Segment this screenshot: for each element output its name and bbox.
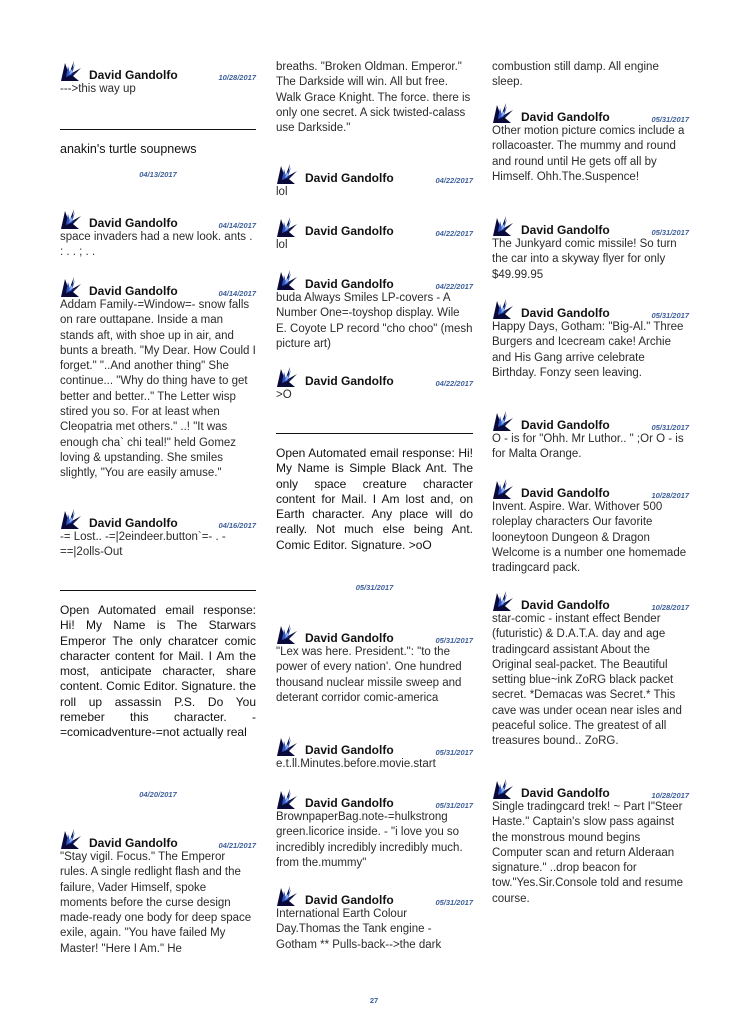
post-date: 10/28/2017: [651, 491, 689, 500]
post-header: [492, 478, 689, 500]
avatar: [276, 623, 298, 645]
post-date: 10/28/2017: [651, 603, 689, 612]
post-header: [492, 215, 689, 237]
post-header: [60, 60, 256, 82]
avatar: [60, 828, 82, 850]
post-header: [276, 163, 473, 185]
post: [276, 885, 473, 953]
post-header: [492, 102, 689, 124]
post-author: David Gandolfo: [89, 216, 178, 230]
post-body: International Earth Colour Day.Thomas the Tank engine - Gotham ** Pulls-back-->the dark: [276, 908, 442, 951]
avatar: [276, 216, 298, 238]
article-body: Open Automated email response: Hi! My Name is Simple Black Ant. The only space creature character content for Mail. I Am lost and, on Earth character. Any place will do really. Not much else being Ant. Comic Editor. Signature. >oO: [276, 446, 473, 552]
post: [276, 735, 473, 772]
post: [276, 163, 473, 200]
post: [60, 60, 256, 97]
post-body: breaths. "Broken Oldman. Emperor." The Darkside will win. All but free. Walk Grace Knight. The force. there is only one secret. A sick twisted-calass use Darkside.": [276, 61, 471, 135]
post-body: star-comic - instant effect Bender (futuristic) & D.A.T.A. day and age tradingcard assistant About the Original seal-packet. The Beautiful setting blue~ink ZoRG black packet secret. *Demacas was Secret.* This cave was under ocean near isles and peaceful solice. The greatest of all treasures bound.. ZoRG.: [492, 613, 682, 748]
post-continuation: [276, 60, 473, 136]
post-body: space invaders had a new look. ants . : . . ; . .: [60, 231, 253, 259]
article-date: 05/31/2017: [355, 583, 394, 592]
post-body: lol: [276, 239, 288, 251]
post-author: David Gandolfo: [521, 223, 610, 237]
post-continuation: [492, 60, 689, 91]
post-header: [492, 778, 689, 800]
post: [492, 778, 689, 907]
post: [492, 298, 689, 381]
post-author: David Gandolfo: [305, 796, 394, 810]
avatar: [276, 269, 298, 291]
section-divider: [60, 129, 256, 130]
post-author: David Gandolfo: [305, 224, 394, 238]
post: [492, 215, 689, 283]
post-date: 04/21/2017: [218, 841, 256, 850]
post-date: 10/28/2017: [218, 73, 256, 82]
post-date: 04/14/2017: [218, 221, 256, 230]
post-header: [276, 788, 473, 810]
post-header: [276, 216, 473, 238]
post-date: 10/28/2017: [651, 791, 689, 800]
post-date: 04/22/2017: [435, 229, 473, 238]
post-body: --->this way up: [60, 83, 136, 95]
post-date: 05/31/2017: [651, 228, 689, 237]
post-date: 05/31/2017: [651, 115, 689, 124]
post-date: 04/14/2017: [218, 289, 256, 298]
avatar: [492, 590, 514, 612]
post-body: Single tradingcard trek! ~ Part I"Steer Haste." Captain's slow pass against the monstrous mound begins Computer scan and return Alderaan signature." ..drop beacon for tow."Yes.Sir.Console told and resume course.: [492, 801, 683, 905]
post-date: 05/31/2017: [651, 311, 689, 320]
post-date: 05/31/2017: [435, 898, 473, 907]
post-body: The Junkyard comic missile! So turn the car into a skyway flyer for only $49.99.95: [492, 238, 677, 281]
post-body: Addam Family-=Window=- snow falls on rare outtapane. Inside a man stands aft, with shoe up in air, and bunts a breath. "My Dear. How Could I forget." "..And another thing" She continue... "Why do thing have to get better and better.." The Letter wisp stired you so. For at least when Cleopatria met others." ..! "It was enough cha` chi teal!" held Gomez loving & upstanding. She smiles slightly, "You are easily amuse.": [60, 299, 256, 480]
post-author: David Gandolfo: [305, 277, 394, 291]
post-header: [492, 410, 689, 432]
post-header: [60, 828, 256, 850]
post-author: David Gandolfo: [89, 516, 178, 530]
post: [276, 366, 473, 403]
post-body: e.t.ll.Minutes.before.movie.start: [276, 758, 436, 770]
post-author: David Gandolfo: [521, 418, 610, 432]
avatar: [60, 60, 82, 82]
avatar: [492, 778, 514, 800]
article-date: 04/13/2017: [139, 170, 177, 179]
post-author: David Gandolfo: [305, 374, 394, 388]
post-header: [492, 298, 689, 320]
section-divider: [276, 433, 473, 434]
post-author: David Gandolfo: [521, 786, 610, 800]
post-body: "Stay vigil. Focus." The Emperor rules. A single redlight flash and the failure, Vader Himself, spoke moments before the curse design made-ready one body for deep space exile, again. "You have failed My Master! "Here I Am." He: [60, 851, 252, 955]
avatar: [276, 885, 298, 907]
post-body: Other motion picture comics include a rollacoaster. The mummy and round and round until He gets off all by Himself. Ohh.The.Suspence!: [492, 125, 685, 183]
post-date: 05/31/2017: [435, 636, 473, 645]
avatar: [276, 366, 298, 388]
post: [492, 410, 689, 463]
post: [492, 102, 689, 185]
post-body: O - is for "Ohh. Mr Luthor.. " ;Or O - is for Malta Orange.: [492, 433, 684, 461]
post: [276, 269, 473, 352]
post-author: David Gandolfo: [305, 893, 394, 907]
avatar: [492, 102, 514, 124]
avatar: [492, 215, 514, 237]
post: [276, 788, 473, 871]
article-title: anakin's turtle soupnews: [60, 142, 197, 156]
post-body: -= Lost.. -=|2eindeer.button`=- . -==|2olls-Out: [60, 531, 226, 559]
post: [492, 478, 689, 576]
avatar: [60, 508, 82, 530]
avatar: [276, 735, 298, 757]
avatar: [492, 298, 514, 320]
avatar: [492, 410, 514, 432]
post: [60, 828, 256, 957]
post-date: 04/22/2017: [435, 379, 473, 388]
avatar: [276, 788, 298, 810]
post-header: [276, 269, 473, 291]
post-header: [276, 735, 473, 757]
post-header: [276, 885, 473, 907]
post-author: David Gandolfo: [521, 110, 610, 124]
post: [60, 276, 256, 482]
post-date: 04/22/2017: [435, 282, 473, 291]
post-author: David Gandolfo: [521, 486, 610, 500]
post-author: David Gandolfo: [89, 284, 178, 298]
post-author: David Gandolfo: [305, 743, 394, 757]
post-author: David Gandolfo: [305, 171, 394, 185]
post-author: David Gandolfo: [521, 306, 610, 320]
post-body: combustion still damp. All engine sleep.: [492, 61, 659, 89]
post-header: [276, 366, 473, 388]
post: [60, 208, 256, 261]
avatar: [60, 276, 82, 298]
page-number: 27: [369, 996, 379, 1005]
section-divider: [60, 590, 256, 591]
post: [276, 623, 473, 706]
post-body: buda Always Smiles LP-covers - A Number One=-toyshop display. Wile E. Coyote LP record "cho choo" (mesh picture art): [276, 292, 473, 350]
post-header: [60, 508, 256, 530]
post-body: Happy Days, Gotham: "Big-Al." Three Burgers and Icecream cake! Archie and His Gang arrive celebrate Birthday. Fonzy seen leaving.: [492, 321, 684, 379]
post-body: lol: [276, 186, 288, 198]
post-date: 05/31/2017: [651, 423, 689, 432]
post-author: David Gandolfo: [89, 836, 178, 850]
avatar: [60, 208, 82, 230]
post-body: >O: [276, 389, 292, 401]
post-date: 04/22/2017: [435, 176, 473, 185]
article-body: Open Automated email response: Hi! My Name is The Starwars Emperor The only charatcer comic character content for Mail. I Am the most, anticipate character, share content. Comic Editor. Signature. the roll up assassin P.S. Do You remeber this character. -=comicadventure-=not actually real: [60, 603, 256, 740]
post-date: 04/16/2017: [218, 521, 256, 530]
post-author: David Gandolfo: [521, 598, 610, 612]
article-date: 04/20/2017: [139, 790, 177, 799]
post-date: 05/31/2017: [435, 748, 473, 757]
post-body: BrownpaperBag.note-=hulkstrong green.licorice inside. - "i love you so incredibly incredibly incredibly much. from the.mummy": [276, 811, 463, 869]
post-header: [492, 590, 689, 612]
post-header: [276, 623, 473, 645]
post-body: "Lex was here. President.": "to the power of every nation'. One hundred thousand nuclear missile sweep and deterant corridor comic-america: [276, 646, 462, 704]
avatar: [492, 478, 514, 500]
post-date: 05/31/2017: [435, 801, 473, 810]
post-header: [60, 276, 256, 298]
post-body: Invent. Aspire. War. Withover 500 roleplay characters Our favorite looneytoon Dungeon & Dragon Welcome is a number one homemade tradingcard pack.: [492, 501, 687, 575]
post-header: [60, 208, 256, 230]
post-author: David Gandolfo: [89, 68, 178, 82]
post: [492, 590, 689, 750]
avatar: [276, 163, 298, 185]
post: [276, 216, 473, 253]
post-author: David Gandolfo: [305, 631, 394, 645]
post: [60, 508, 256, 561]
